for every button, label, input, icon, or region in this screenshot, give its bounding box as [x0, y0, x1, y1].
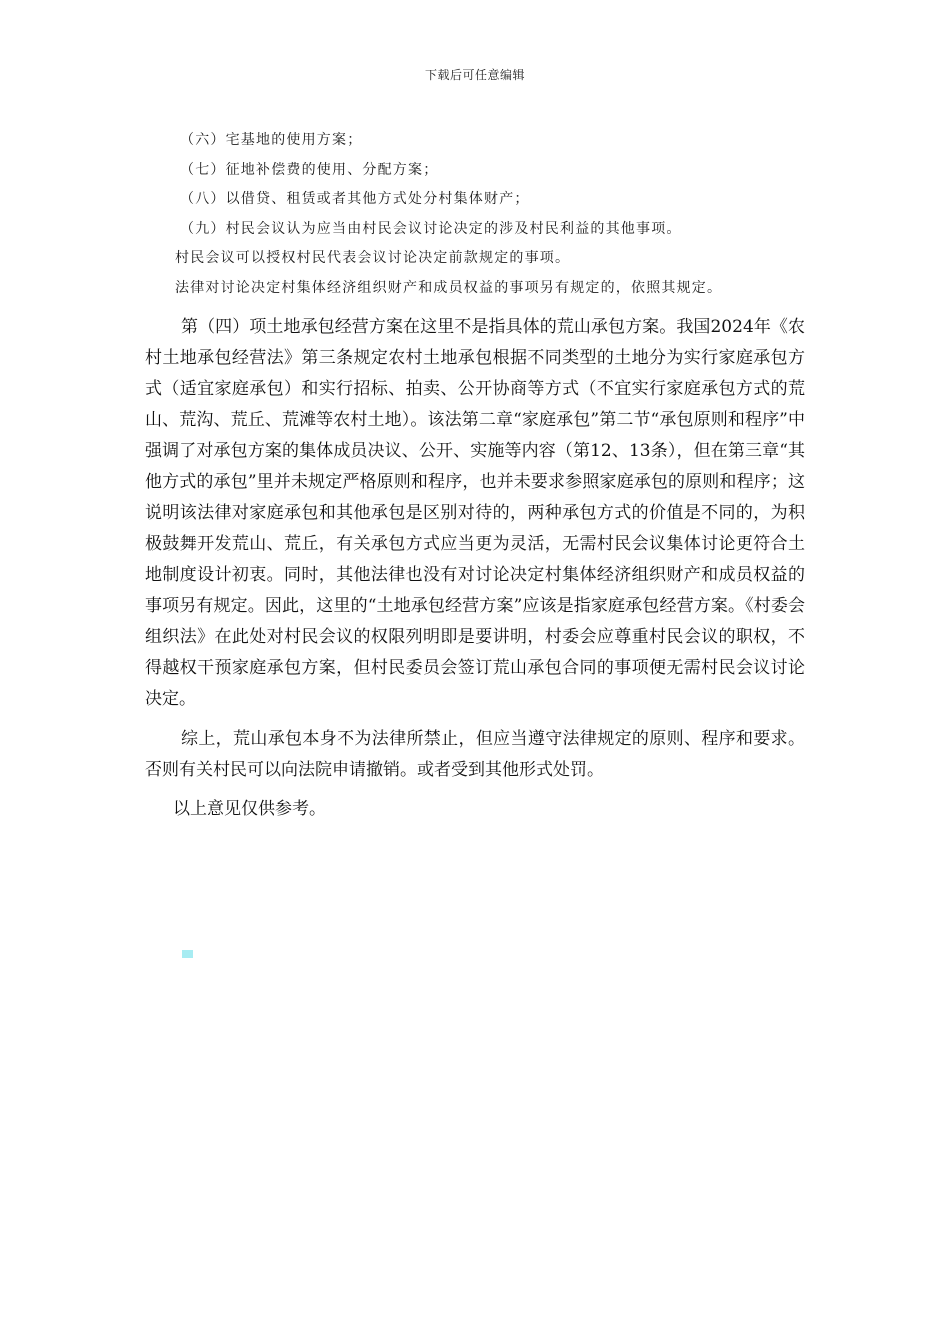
analysis-paragraph-land-contract: 第（四）项土地承包经营方案在这里不是指具体的荒山承包方案。我国2024年《农村土地承包经营法》第三条规定农村土地承包根据不同类型的土地分为实行家庭承包方式（适宜家庭承包）和实行招标、拍卖、公开协商等方式（不宜实行家庭承包方式的荒山、荒沟、荒丘、荒滩等农村土地）。该法第二章“家庭承包”第二节“承包原则和程序”中强调了对承包方案的集体成员决议、公开、实施等内容（第12、13条），但在第三章“其他方式的承包”里并未规定严格原则和程序，也并未要求参照家庭承包的原则和程序；这说明该法律对家庭承包和其他承包是区别对待的，两种承包方式的价值是不同的，为积极鼓舞开发荒山、荒丘，有关承包方式应当更为灵活，无需村民会议集体讨论更符合土地制度设计初衷。同时，其他法律也没有对讨论决定村集体经济组织财产和成员权益的事项另有规定。因此，这里的“土地承包经营方案”应该是指家庭承包经营方案。《村委会组织法》在此处对村民会议的权限列明即是要讲明，村委会应尊重村民会议的职权，不得越权干预家庭承包方案，但村民委员会签订荒山承包合同的事项便无需村民会议讨论决定。 — [145, 317, 805, 709]
analysis-body — [145, 312, 805, 825]
conclusion-paragraph: 综上，荒山承包本身不为法律所禁止，但应当遵守法律规定的原则、程序和要求。否则有关村民可以向法院申请撤销。或者受到其他形式处罚。 — [145, 729, 805, 780]
statute-item-6: （六）宅基地的使用方案； — [180, 132, 363, 148]
cursor-marker — [182, 950, 193, 958]
statute-item-8: （八）以借贷、租赁或者其他方式处分村集体财产； — [180, 191, 530, 207]
statute-item-9: （九）村民会议认为应当由村民会议讨论决定的涉及村民利益的其他事项。 — [180, 220, 682, 237]
closing-remark: 以上意见仅供参考。 — [173, 799, 326, 819]
statute-delegation-clause: 村民会议可以授权村民代表会议讨论决定前款规定的事项。 — [175, 250, 571, 266]
page-header: 下载后可任意编辑 — [424, 68, 525, 82]
statute-exception-clause: 法律对讨论决定村集体经济组织财产和成员权益的事项另有规定的，依照其规定。 — [175, 279, 723, 296]
statute-item-7: （七）征地补偿费的使用、分配方案； — [180, 161, 439, 178]
statute-excerpt — [175, 126, 820, 303]
